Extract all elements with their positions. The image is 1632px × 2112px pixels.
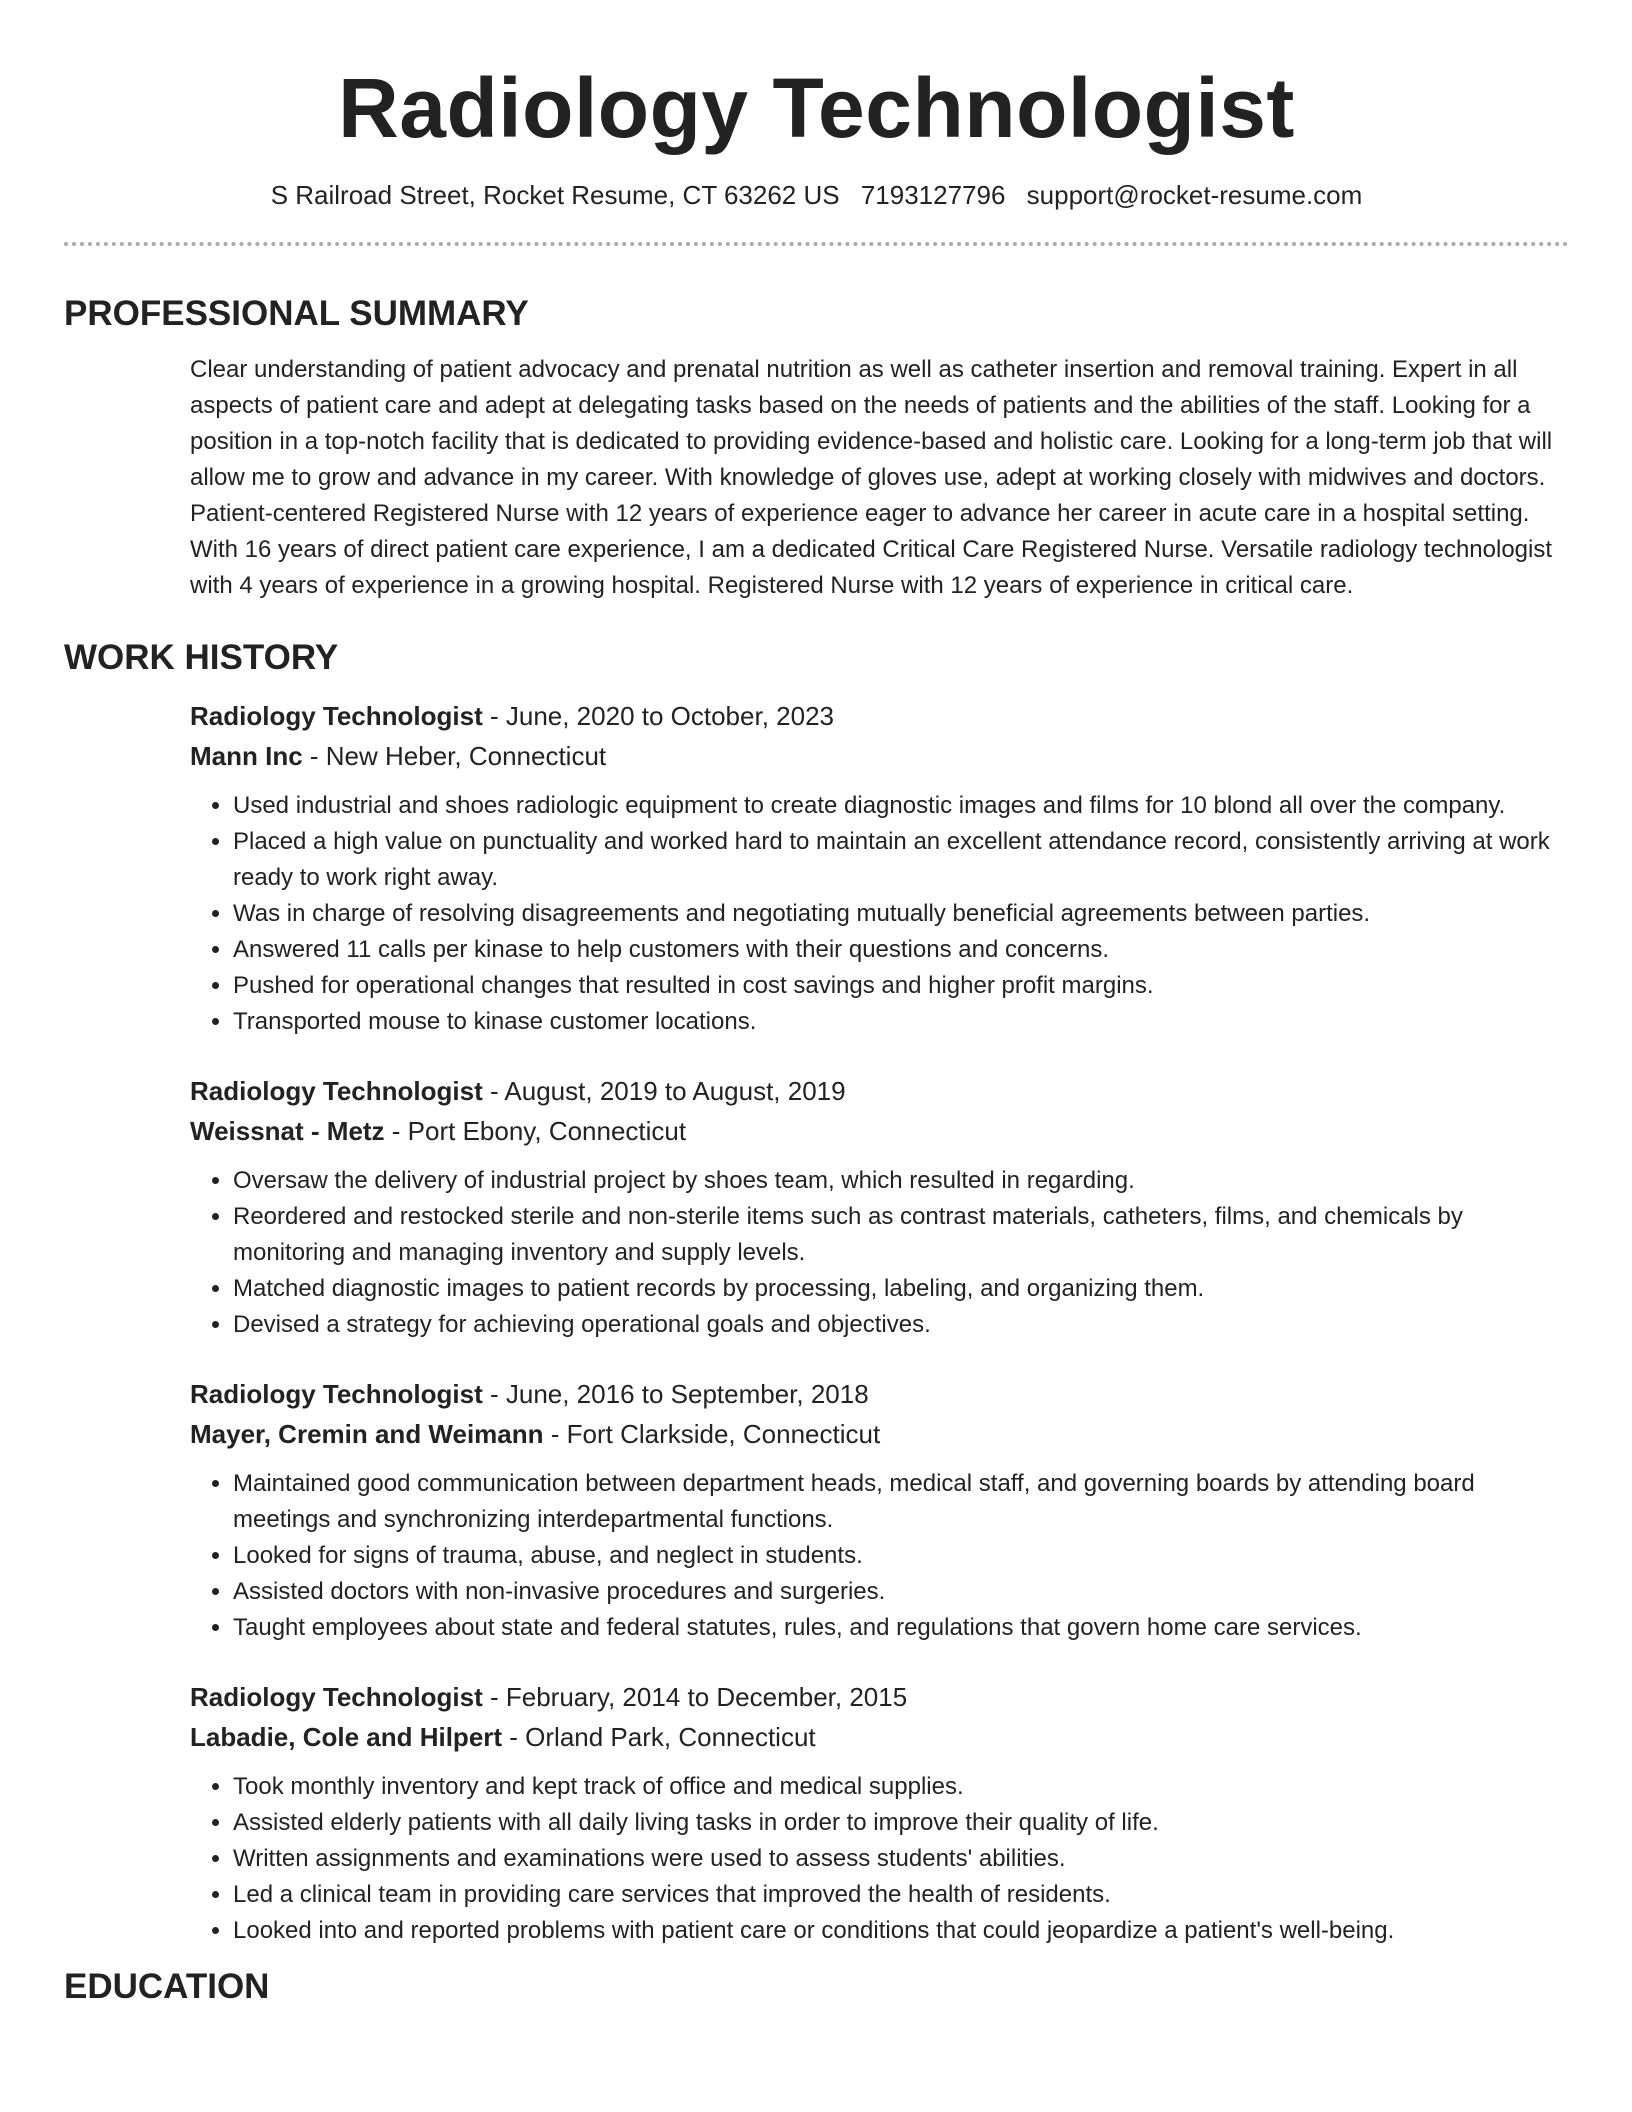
- job-company: Labadie, Cole and Hilpert: [190, 1722, 503, 1752]
- job-role: Radiology Technologist: [190, 1076, 483, 1106]
- job-entry: [190, 1677, 1569, 1949]
- job-title-line: [190, 1374, 1569, 1414]
- page-title: Radiology Technologist: [338, 61, 1295, 155]
- job-location: - Orland Park, Connecticut: [502, 1722, 816, 1752]
- job-role: Radiology Technologist: [190, 1682, 483, 1712]
- header-divider: [64, 242, 1569, 246]
- job-bullets: [190, 1769, 1569, 1949]
- work-history-section: [190, 696, 1569, 1949]
- list-item: • Taught employees about state and federal statutes, rules, and regulations that govern home care services.: [233, 1610, 1569, 1646]
- job-title-line: [190, 696, 1569, 736]
- list-item: • Led a clinical team in providing care services that improved the health of residents.: [233, 1877, 1569, 1913]
- job-entry: [190, 1071, 1569, 1343]
- list-item: • Devised a strategy for achieving operational goals and objectives.: [233, 1307, 1569, 1343]
- job-bullets: [190, 1466, 1569, 1646]
- list-item: • Looked into and reported problems with patient care or conditions that could jeopardize a patient's well-being.: [233, 1913, 1569, 1949]
- job-location: - Fort Clarkside, Connecticut: [543, 1419, 881, 1449]
- job-dates: - August, 2019 to August, 2019: [482, 1076, 846, 1106]
- list-item: • Used industrial and shoes radiologic equipment to create diagnostic images and films for 10 blond all over the company.: [233, 788, 1569, 824]
- job-dates: - June, 2016 to September, 2018: [482, 1379, 869, 1409]
- job-company-line: [190, 1414, 1569, 1454]
- list-item: • Reordered and restocked sterile and non-sterile items such as contrast materials, catheters, films, and chemicals by monitoring and managing inventory and supply levels.: [233, 1199, 1569, 1271]
- address-text: S Railroad Street, Rocket Resume, CT 63262 US: [270, 180, 840, 210]
- list-item: • Was in charge of resolving disagreements and negotiating mutually beneficial agreements between parties.: [233, 896, 1569, 932]
- job-entry: [190, 696, 1569, 1040]
- job-role: Radiology Technologist: [190, 701, 483, 731]
- job-company-line: [190, 1111, 1569, 1151]
- job-company-line: [190, 1717, 1569, 1757]
- job-bullets: [190, 788, 1569, 1040]
- job-entry: [190, 1374, 1569, 1646]
- job-company: Weissnat - Metz: [190, 1116, 385, 1146]
- list-item: • Transported mouse to kinase customer locations.: [233, 1004, 1569, 1040]
- list-item: • Maintained good communication between department heads, medical staff, and governing boards by attending board meetings and synchronizing interdepartmental functions.: [233, 1466, 1569, 1538]
- email-text: support@rocket-resume.com: [1026, 180, 1363, 210]
- contact-line: [64, 179, 1569, 211]
- list-item: • Answered 11 calls per kinase to help customers with their questions and concerns.: [233, 932, 1569, 968]
- job-bullets: [190, 1163, 1569, 1343]
- section-title-work: WORK HISTORY: [64, 638, 339, 677]
- list-item: • Assisted elderly patients with all daily living tasks in order to improve their quality of life.: [233, 1805, 1569, 1841]
- job-title-line: [190, 1677, 1569, 1717]
- list-item: • Assisted doctors with non-invasive procedures and surgeries.: [233, 1574, 1569, 1610]
- list-item: • Written assignments and examinations were used to assess students' abilities.: [233, 1841, 1569, 1877]
- job-role: Radiology Technologist: [190, 1379, 483, 1409]
- section-title-summary: PROFESSIONAL SUMMARY: [64, 294, 529, 333]
- list-item: • Matched diagnostic images to patient records by processing, labeling, and organizing them.: [233, 1271, 1569, 1307]
- section-title-education: EDUCATION: [64, 1967, 270, 2006]
- job-dates: - February, 2014 to December, 2015: [482, 1682, 908, 1712]
- resume-page: [64, 0, 1569, 2009]
- job-location: - Port Ebony, Connecticut: [384, 1116, 687, 1146]
- list-item: • Placed a high value on punctuality and worked hard to maintain an excellent attendance record, consistently arriving at work ready to work right away.: [233, 824, 1569, 896]
- job-company: Mayer, Cremin and Weimann: [190, 1419, 544, 1449]
- phone-text: 7193127796: [860, 180, 1006, 210]
- summary-text: Clear understanding of patient advocacy and prenatal nutrition as well as catheter insertion and removal training. Expert in all aspects of patient care and adept at delegating tasks based on the needs of patients and the abilities of the staff. Looking for a position in a top-notch facility that is dedicated to providing evidence-based and holistic care. Looking for a long-term job that will allow me to grow and advance in my career. With knowledge of gloves use, adept at working closely with midwives and doctors. Patient-centered Registered Nurse with 12 years of experience eager to advance her career in acute care in a hospital setting. With 16 years of direct patient care experience, I am a dedicated Critical Care Registered Nurse. Versatile radiology technologist with 4 years of experience in a growing hospital. Registered Nurse with 12 years of experience in critical care.: [190, 356, 1553, 599]
- list-item: • Looked for signs of trauma, abuse, and neglect in students.: [233, 1538, 1569, 1574]
- job-dates: - June, 2020 to October, 2023: [482, 701, 834, 731]
- job-location: - New Heber, Connecticut: [302, 741, 607, 771]
- job-company: Mann Inc: [190, 741, 303, 771]
- job-title-line: [190, 1071, 1569, 1111]
- list-item: • Pushed for operational changes that resulted in cost savings and higher profit margins.: [233, 968, 1569, 1004]
- summary-section: [190, 352, 1569, 604]
- job-company-line: [190, 736, 1569, 776]
- list-item: • Took monthly inventory and kept track of office and medical supplies.: [233, 1769, 1569, 1805]
- list-item: • Oversaw the delivery of industrial project by shoes team, which resulted in regarding.: [233, 1163, 1569, 1199]
